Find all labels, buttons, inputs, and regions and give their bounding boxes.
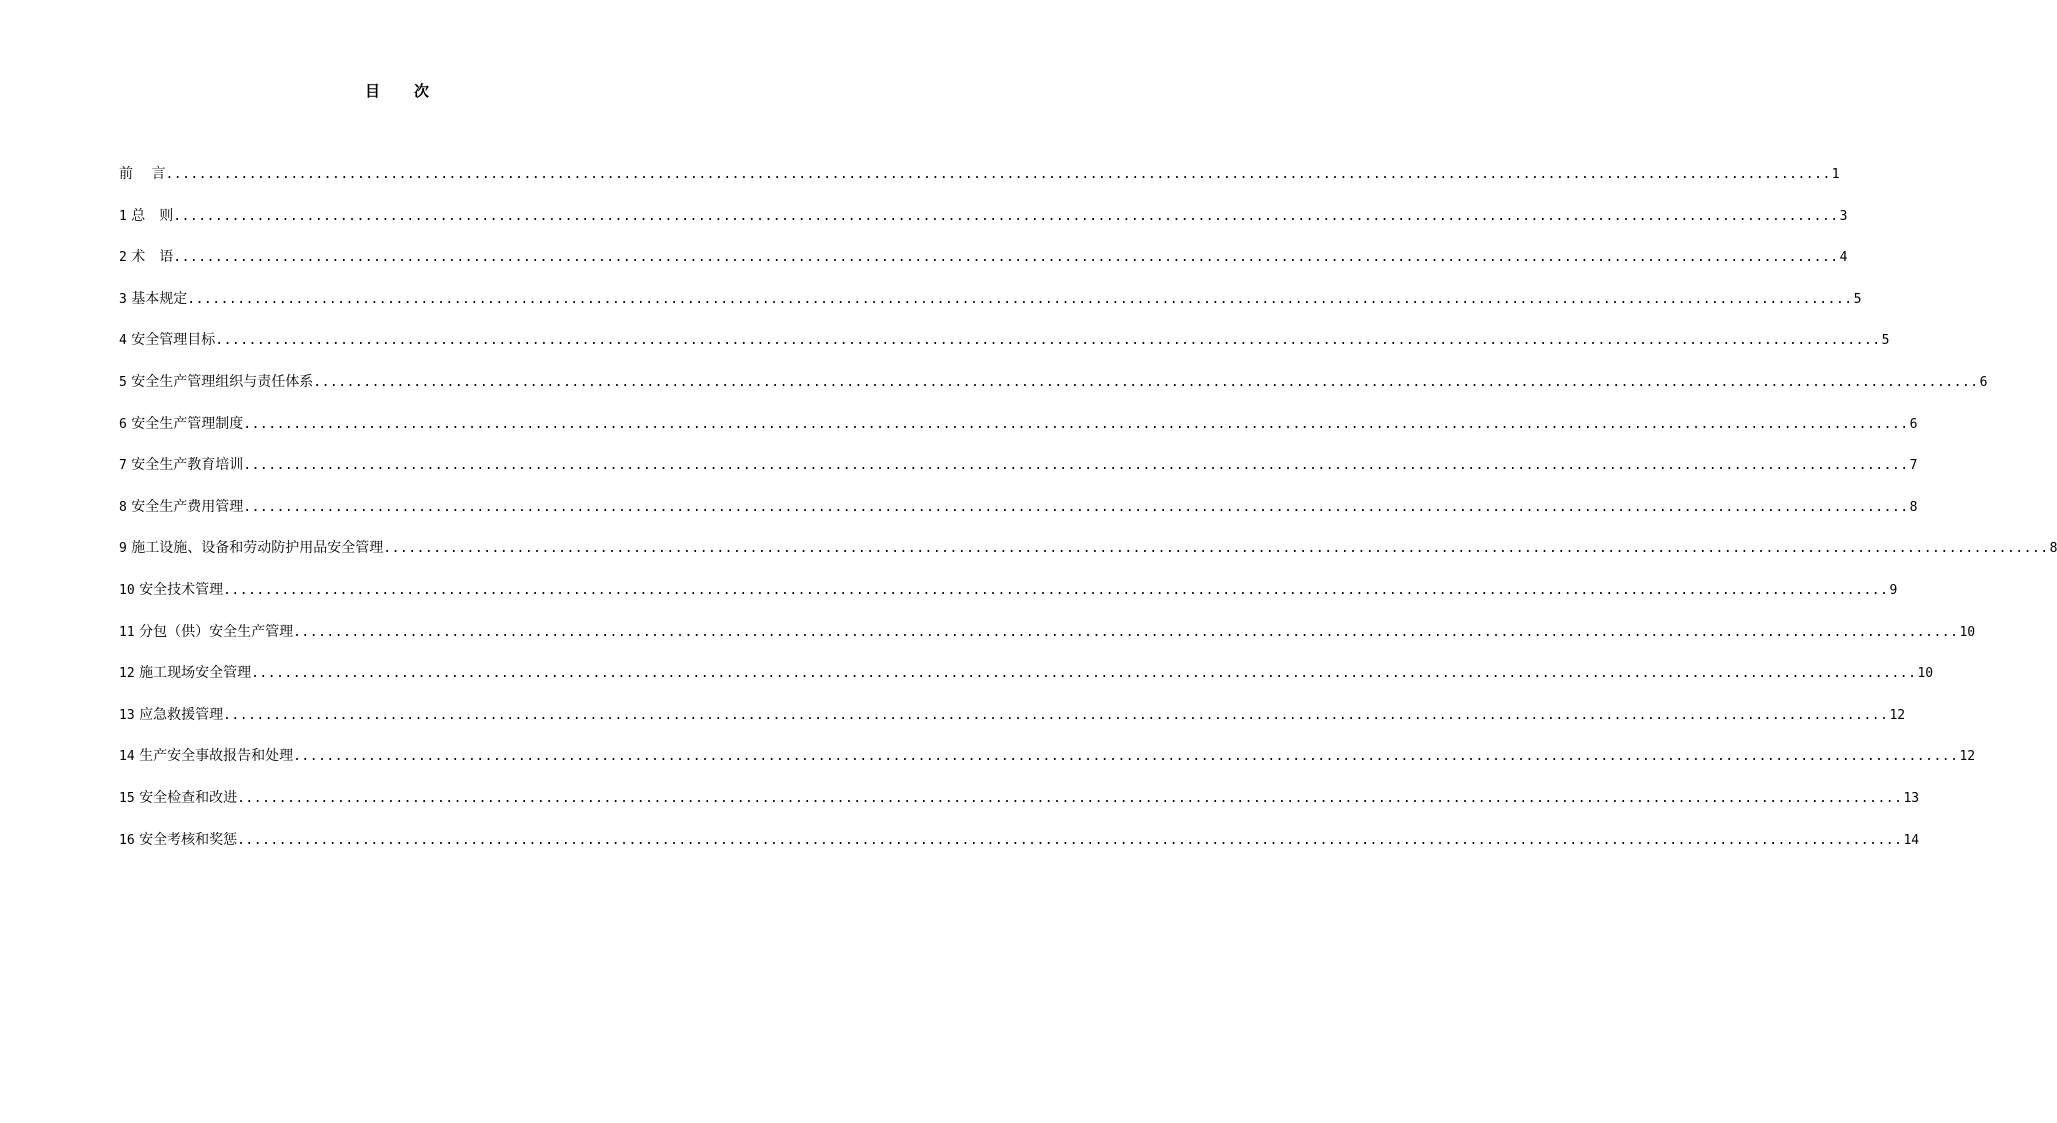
toc-page-number: 9 <box>1889 582 1898 598</box>
toc-dot-leader: ........................................................................................................................................................................................................ <box>237 790 1903 806</box>
toc-entry-number: 6 <box>119 416 127 432</box>
toc-entry-text: 生产安全事故报告和处理 <box>139 748 294 765</box>
toc-entry-text: 安全生产管理制度 <box>131 415 244 432</box>
toc-entry-text: 术 语 <box>131 249 174 266</box>
toc-entry-number: 4 <box>119 333 127 349</box>
toc-page-number: 6 <box>1979 374 1988 390</box>
toc-entry-label <box>119 620 293 645</box>
toc-entry[interactable] <box>119 620 1976 662</box>
toc-dot-leader: ........................................................................................................................................................................................................ <box>243 458 1909 474</box>
toc-entry[interactable] <box>119 828 1920 870</box>
toc-entry-text: 基本规定 <box>131 290 188 307</box>
toc-entry-number: 11 <box>119 624 135 640</box>
toc-page-number: 8 <box>2049 541 2057 557</box>
toc-entry-text: 施工现场安全管理 <box>139 665 252 682</box>
toc-dot-leader: ........................................................................................................................................................................................................ <box>173 250 1839 266</box>
toc-entry[interactable] <box>119 578 1898 620</box>
toc-entry[interactable] <box>119 661 1934 703</box>
toc-entry-label <box>119 536 383 561</box>
toc-entry-text: 安全生产费用管理 <box>131 498 244 515</box>
toc-entry-label <box>119 828 237 853</box>
toc-title-char-1: 目 <box>364 82 380 100</box>
toc-entry-text: 安全生产教育培训 <box>131 457 244 474</box>
toc-entry[interactable] <box>119 204 1848 246</box>
toc-entry-label <box>119 162 165 186</box>
toc-entry[interactable] <box>119 744 1976 786</box>
toc-dot-leader: ........................................................................................................................................................................................................ <box>223 582 1889 598</box>
toc-dot-leader: ........................................................................................................................................................................................................ <box>215 333 1881 349</box>
toc-page-number: 10 <box>1917 666 1934 682</box>
toc-title <box>0 80 794 101</box>
toc-page-number: 8 <box>1909 499 1918 515</box>
toc-entry[interactable] <box>119 162 1840 204</box>
toc-page-number: 13 <box>1903 790 1920 806</box>
toc-entry-number: 12 <box>119 666 135 682</box>
toc-page-number: 10 <box>1959 624 1976 640</box>
toc-list <box>119 162 2057 869</box>
toc-entry-text: 安全考核和奖惩 <box>139 831 238 848</box>
toc-entry-number: 16 <box>119 832 135 848</box>
toc-entry[interactable] <box>119 245 1848 287</box>
toc-entry-label <box>119 703 223 728</box>
toc-page-number: 3 <box>1839 208 1848 224</box>
toc-entry-number: 1 <box>119 208 127 224</box>
toc-entry-label <box>119 786 237 811</box>
toc-page-number: 12 <box>1959 749 1976 765</box>
toc-page-number: 7 <box>1909 458 1918 474</box>
toc-entry-number: 2 <box>119 250 127 266</box>
toc-dot-leader: ........................................................................................................................................................................................................ <box>383 541 2049 557</box>
toc-entry[interactable] <box>119 328 1890 370</box>
toc-entry-text: 安全检查和改进 <box>139 789 238 806</box>
toc-entry-label <box>119 204 173 229</box>
toc-entry[interactable] <box>119 536 2057 578</box>
toc-page-number: 12 <box>1889 707 1906 723</box>
toc-entry-label <box>119 453 243 478</box>
toc-entry-number: 5 <box>119 374 127 390</box>
toc-dot-leader: ........................................................................................................................................................................................................ <box>165 167 1831 182</box>
toc-entry-label <box>119 370 313 395</box>
toc-entry-label <box>119 245 173 270</box>
toc-entry-text: 安全生产管理组织与责任体系 <box>131 373 314 390</box>
toc-entry[interactable] <box>119 786 1920 828</box>
toc-entry-text: 施工设施、设备和劳动防护用品安全管理 <box>131 540 384 557</box>
toc-entry-number: 7 <box>119 458 127 474</box>
toc-entry[interactable] <box>119 453 1918 495</box>
toc-entry-label <box>119 412 243 437</box>
toc-entry-label <box>119 495 243 520</box>
toc-dot-leader: ........................................................................................................................................................................................................ <box>187 291 1853 307</box>
toc-entry-number: 10 <box>119 582 135 598</box>
toc-entry-label <box>119 661 251 686</box>
toc-entry[interactable] <box>119 370 1988 412</box>
toc-page-number: 1 <box>1831 167 1840 182</box>
toc-dot-leader: ........................................................................................................................................................................................................ <box>251 666 1917 682</box>
toc-entry-number: 13 <box>119 707 135 723</box>
toc-entry-text: 总 则 <box>131 207 174 224</box>
toc-entry-text: 安全技术管理 <box>139 581 224 598</box>
toc-dot-leader: ........................................................................................................................................................................................................ <box>237 832 1903 848</box>
toc-entry-number: 15 <box>119 790 135 806</box>
toc-entry-number: 9 <box>119 541 127 557</box>
toc-title-char-2: 次 <box>414 82 430 100</box>
toc-dot-leader: ........................................................................................................................................................................................................ <box>173 208 1839 224</box>
toc-entry[interactable] <box>119 495 1918 537</box>
toc-page-number: 14 <box>1903 832 1920 848</box>
toc-entry-number: 3 <box>119 291 127 307</box>
toc-entry-number: 8 <box>119 499 127 515</box>
toc-page-number: 6 <box>1909 416 1918 432</box>
toc-page-number: 5 <box>1881 333 1890 349</box>
toc-entry-label <box>119 578 223 603</box>
toc-dot-leader: ........................................................................................................................................................................................................ <box>223 707 1889 723</box>
toc-dot-leader: ........................................................................................................................................................................................................ <box>243 499 1909 515</box>
toc-entry-text: 前 言 <box>119 166 166 182</box>
toc-entry[interactable] <box>119 287 1862 329</box>
toc-dot-leader: ........................................................................................................................................................................................................ <box>243 416 1909 432</box>
toc-entry[interactable] <box>119 703 1906 745</box>
toc-entry-text: 安全管理目标 <box>131 332 216 349</box>
toc-page-number: 4 <box>1839 250 1848 266</box>
toc-entry-text: 应急救援管理 <box>139 706 224 723</box>
toc-entry-label <box>119 744 293 769</box>
toc-entry-label <box>119 287 187 312</box>
toc-entry[interactable] <box>119 412 1918 454</box>
toc-page-number: 5 <box>1853 291 1862 307</box>
toc-dot-leader: ........................................................................................................................................................................................................ <box>293 624 1959 640</box>
toc-dot-leader: ........................................................................................................................................................................................................ <box>293 749 1959 765</box>
toc-entry-text: 分包（供）安全生产管理 <box>139 623 294 640</box>
toc-entry-number: 14 <box>119 749 135 765</box>
toc-entry-label <box>119 328 215 353</box>
toc-dot-leader: ........................................................................................................................................................................................................ <box>313 374 1979 390</box>
